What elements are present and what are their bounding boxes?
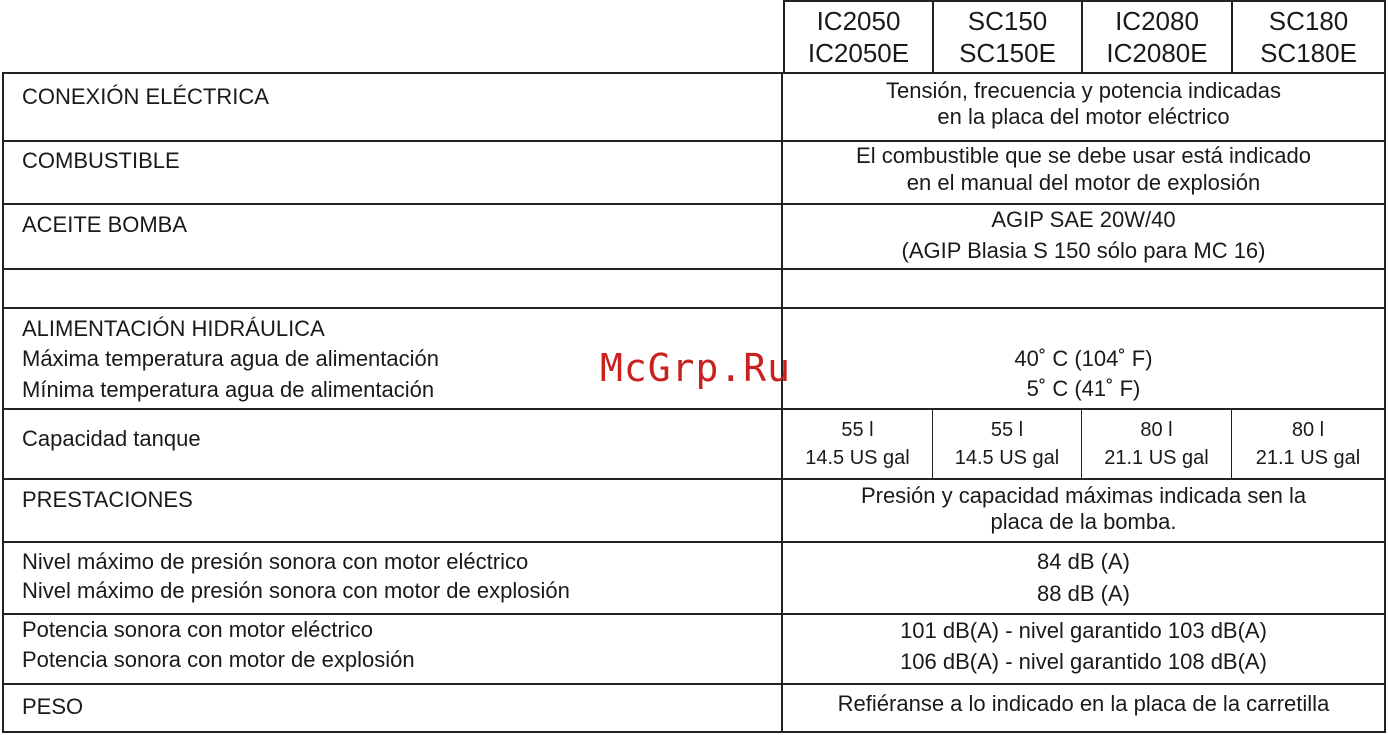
- model-name: IC2050: [816, 6, 901, 36]
- tank-gallons: 21.1 US gal: [1255, 447, 1361, 469]
- tank-liters: 55 l: [841, 419, 874, 441]
- row-label-potencia-electrico: Potencia sonora con motor eléctrico: [22, 617, 373, 642]
- tank-gallons: 21.1 US gal: [1104, 447, 1209, 469]
- tank-liters: 55 l: [990, 419, 1024, 441]
- model-name-e: SC150E: [959, 38, 1056, 68]
- tank-cell-3: [1082, 410, 1231, 478]
- row-label-max-temp: Máxima temperatura agua de alimentación: [22, 346, 440, 371]
- row-value-peso: Refiéranse a lo indicado en la placa de la carretilla: [837, 691, 1330, 716]
- row-value-conexion-2: en la placa del motor eléctrico: [937, 104, 1230, 129]
- row-value-aceite-2: (AGIP Blasia S 150 sólo para MC 16): [901, 238, 1266, 263]
- row-label-aceite: ACEITE BOMBA: [22, 212, 188, 237]
- model-name-e: IC2080E: [1106, 38, 1208, 68]
- row-value-potencia-electrico: 101 dB(A) - nivel garantido 103 dB(A): [900, 618, 1267, 643]
- row-value-presion-electrico: 84 dB (A): [1037, 549, 1130, 574]
- row-value-aceite-1: AGIP SAE 20W/40: [991, 207, 1176, 232]
- tank-cell-4: [1232, 410, 1384, 478]
- row-value-combustible-2: en el manual del motor de explosión: [906, 170, 1261, 195]
- tank-liters: 80 l: [1140, 419, 1173, 441]
- row-label-min-temp: Mínima temperatura agua de alimentación: [22, 377, 435, 402]
- row-label-peso: PESO: [22, 694, 84, 719]
- row-divider: [2, 541, 1386, 543]
- model-name: SC150: [967, 6, 1048, 36]
- row-divider: [2, 307, 1386, 309]
- model-name-e: SC180E: [1260, 38, 1357, 68]
- tank-cell-1: [783, 410, 932, 478]
- row-label-presion-explosion: Nivel máximo de presión sonora con motor de explosión: [22, 578, 570, 603]
- tank-gallons: 14.5 US gal: [954, 447, 1060, 469]
- row-label-alimentacion: ALIMENTACIÓN HIDRÁULICA: [22, 316, 325, 341]
- row-label-potencia-explosion: Potencia sonora con motor de explosión: [22, 647, 415, 672]
- tank-cell-2: [933, 410, 1081, 478]
- tank-gallons: 14.5 US gal: [805, 447, 910, 469]
- row-label-presion-electrico: Nivel máximo de presión sonora con motor eléctrico: [22, 549, 529, 574]
- row-label-tanque: Capacidad tanque: [22, 426, 201, 451]
- row-label-prestaciones: PRESTACIONES: [22, 487, 193, 512]
- model-header-3: [1081, 0, 1233, 72]
- watermark-logo: McGrp.Ru: [600, 346, 792, 390]
- row-divider: [2, 683, 1386, 685]
- tank-liters: 80 l: [1291, 419, 1325, 441]
- model-name: IC2080: [1115, 6, 1199, 36]
- row-value-min-temp: 5˚ C (41˚ F): [1026, 376, 1141, 401]
- row-divider: [2, 478, 1386, 480]
- row-label-conexion: CONEXIÓN ELÉCTRICA: [22, 84, 269, 109]
- row-value-conexion-1: Tensión, frecuencia y potencia indicadas: [885, 78, 1282, 103]
- model-name: SC180: [1268, 6, 1349, 36]
- model-header-2: [932, 0, 1083, 72]
- row-label-combustible: COMBUSTIBLE: [22, 148, 180, 173]
- row-value-presion-explosion: 88 dB (A): [1037, 581, 1130, 606]
- model-header-1: [783, 0, 934, 72]
- row-value-max-temp: 40˚ C (104˚ F): [1014, 346, 1153, 371]
- row-value-prestaciones-2: placa de la bomba.: [990, 509, 1177, 534]
- row-value-prestaciones-1: Presión y capacidad máximas indicada sen la: [860, 483, 1307, 508]
- row-divider: [2, 268, 1386, 270]
- model-name-e: IC2050E: [807, 38, 910, 68]
- row-value-combustible-1: El combustible que se debe usar está indicado: [856, 143, 1311, 168]
- row-value-potencia-explosion: 106 dB(A) - nivel garantido 108 dB(A): [900, 649, 1267, 674]
- model-header-4: [1231, 0, 1386, 72]
